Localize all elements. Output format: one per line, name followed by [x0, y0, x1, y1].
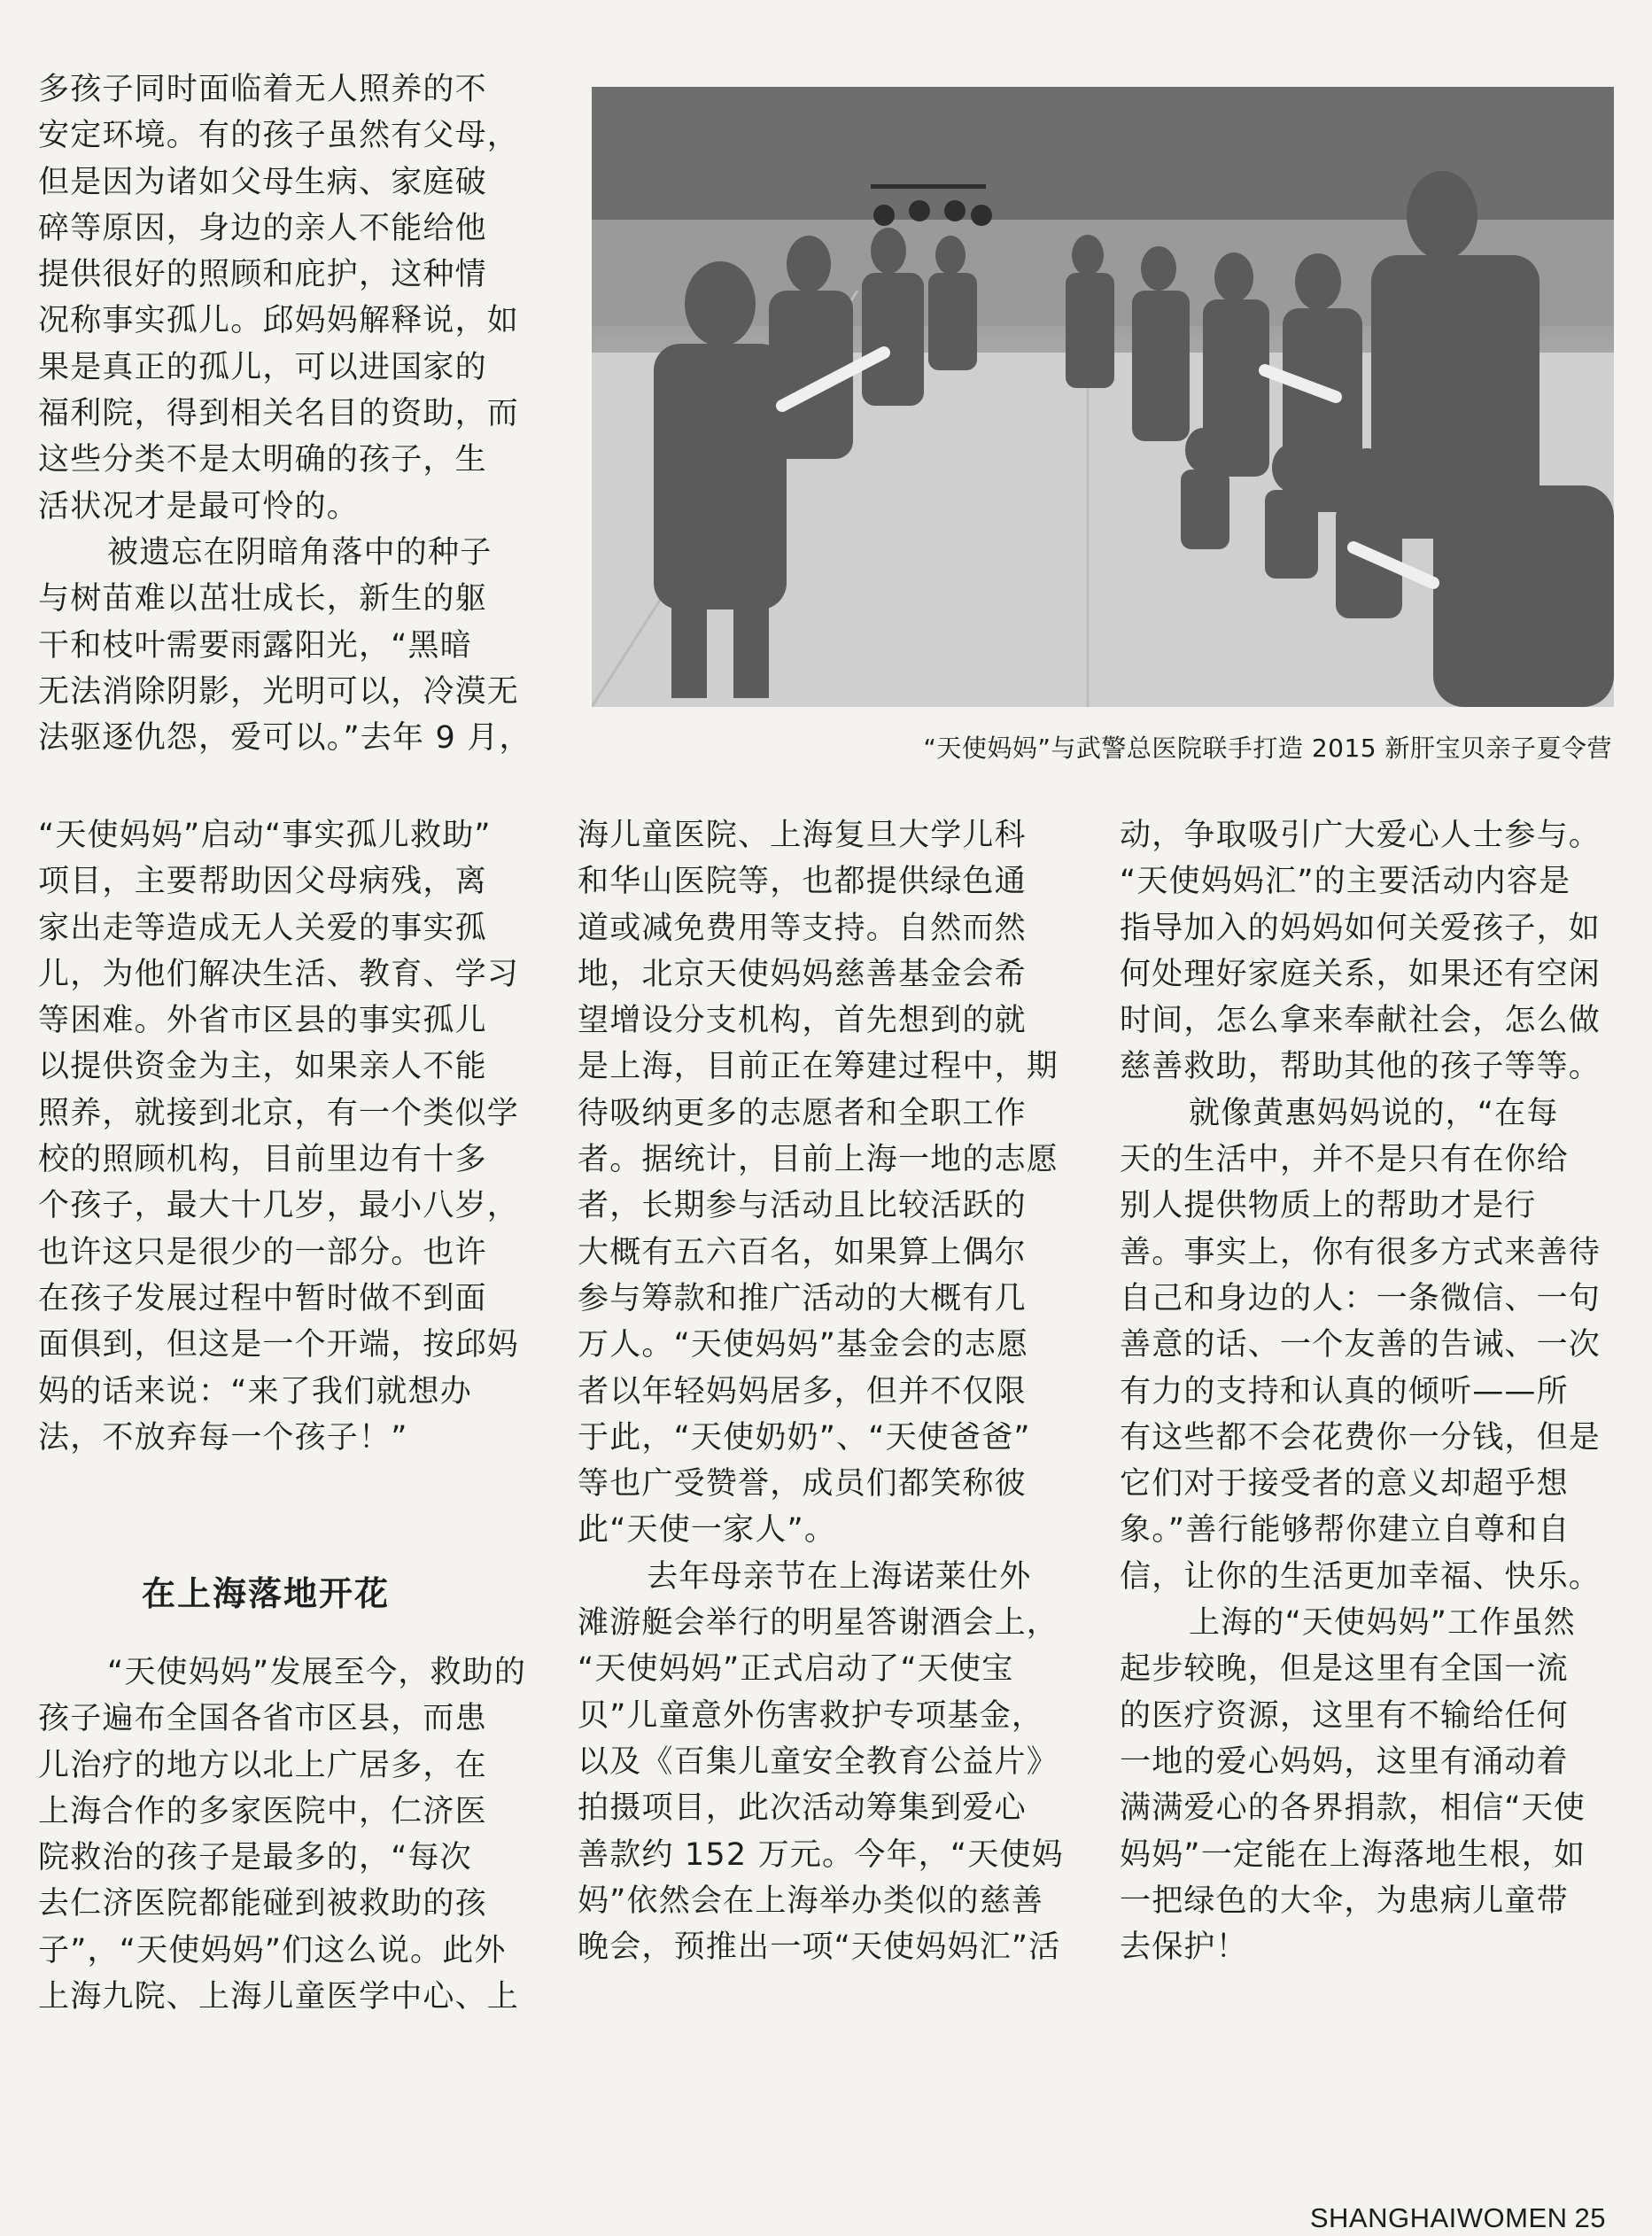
paragraph-3-2: 就像黄惠妈妈说的，“在每 天的生活中，并不是只有在你给 别人提供物质上的帮助才是行 善。事实上，你有很多方式来善待 自己和身边的人：一条微信、一句 善意的话、一个友善的告诫、一次 有力的支持和认真的倾听——所 有这些都不会花费你一分钱，但是 它们对于接受者的意义却超乎想 象。”善行能够帮你建立自尊和自 信，让你的生活更加幸福、快乐。 [1120, 1095, 1602, 1595]
paragraph-2-2: 去年母亲节在上海诺莱仕外 滩游艇会举行的明星答谢酒会上， “天使妈妈”正式启动了“天使宝 贝”儿童意外伤害救护专项基金， 以及《百集儿童安全教育公益片》 拍摄项目，此次活动筹集到爱心 善款约 152 万元。今年，“天使妈 妈”依然会在上海举办类似的慈善 晚会，预推出一项“天使妈妈汇”活 [578, 1558, 1064, 1966]
column-1-lower [38, 1650, 532, 2020]
photo-caption: “天使妈妈”与武警总医院联手打造 2015 新肝宝贝亲子夏令营 [923, 734, 1612, 763]
paragraph-2-1: 海儿童医院、上海复旦大学儿科 和华山医院等，也都提供绿色通 道或减免费用等支持。自然而然 地，北京天使妈妈慈善基金会希 望增设分支机构，首先想到的就 是上海，目前正在筹建过程中，期 待吸纳更多的志愿者和全职工作 者。据统计，目前上海一地的志愿 者，长期参与活动且比较活跃的 大概有五六百名，如果算上偶尔 参与筹款和推广活动的大概有几 万人。“天使妈妈”基金会的志愿 者以年轻妈妈居多，但并不仅限 于此，“天使奶奶”、“天使爸爸” 等也广受赞誉，成员们都笑称彼 此“天使一家人”。 [578, 818, 1059, 1549]
page-number: 25 [1574, 2202, 1606, 2233]
event-photo [592, 87, 1614, 707]
paragraph-1-2a: 被遗忘在阴暗角落中的种子 与树苗难以茁壮成长，新生的躯 干和枝叶需要雨露阳光，“黑暗 无法消除阴影，光明可以，冷漠无 法驱逐仇怨，爱可以。”去年 9 月， [38, 534, 531, 757]
event-photo-illustration [592, 87, 1614, 707]
paragraph-1-1: 多孩子同时面临着无人照养的不 安定环境。有的孩子虽然有父母， 但是因为诸如父母生病、家庭破 碎等原因，身边的亲人不能给他 提供很好的照顾和庇护，这种情 况称事实孤儿。邱妈妈解释说，如 果是真正的孤儿，可以进国家的 福利院，得到相关名目的资助，而 这些分类不是太明确的孩子，生 活状况才是最可怜的。 [38, 72, 520, 524]
magazine-name: SHANGHAIWOMEN [1309, 2202, 1568, 2233]
page-footer [1310, 2202, 1606, 2234]
paragraph-1-3: “天使妈妈”发展至今，救助的 孩子遍布全国各省市区县，而患 儿治疗的地方以北上广居多，在 上海合作的多家医院中，仁济医 院救治的孩子是最多的，“每次 去仁济医院都能碰到被救助的孩 子”，“天使妈妈”们这么说。此外 上海九院、上海儿童医学中心、上 [38, 1655, 527, 2015]
paragraph-3-3: 上海的“天使妈妈”工作虽然 起步较晚，但是这里有全国一流 的医疗资源，这里有不输给任何 一地的爱心妈妈，这里有涌动着 满满爱心的各界捐款，相信“天使 妈妈”一定能在上海落地生根，如 一把绿色的大伞，为患病儿童带 去保护！ [1120, 1605, 1586, 1966]
section-heading: 在上海落地开花 [142, 1574, 391, 1613]
column-1-bottom [38, 812, 532, 1461]
column-2 [578, 812, 1074, 1970]
paragraph-3-1: 动，争取吸引广大爱心人士参与。 “天使妈妈汇”的主要活动内容是 指导加入的妈妈如何关爱孩子，如 何处理好家庭关系，如果还有空闲 时间，怎么拿来奉献社会，怎么做 慈善救助，帮助其他的孩子等等。 [1120, 818, 1602, 1085]
column-1-top [38, 66, 532, 761]
column-3 [1120, 812, 1616, 1970]
paragraph-1-2b: “天使妈妈”启动“事实孤儿救助” 项目，主要帮助因父母病残，离 家出走等造成无人关爱的事实孤 儿，为他们解决生活、教育、学习 等困难。外省市区县的事实孤儿 以提供资金为主，如果亲人不能 照养，就接到北京，有一个类似学 校的照顾机构，目前里边有十多 个孩子，最大十几岁，最小八岁， 也许这只是很少的一部分。也许 在孩子发展过程中暂时做不到面 面俱到，但这是一个开端，按邱妈 妈的话来说：“来了我们就想办 法，不放弃每一个孩子！” [38, 818, 520, 1456]
